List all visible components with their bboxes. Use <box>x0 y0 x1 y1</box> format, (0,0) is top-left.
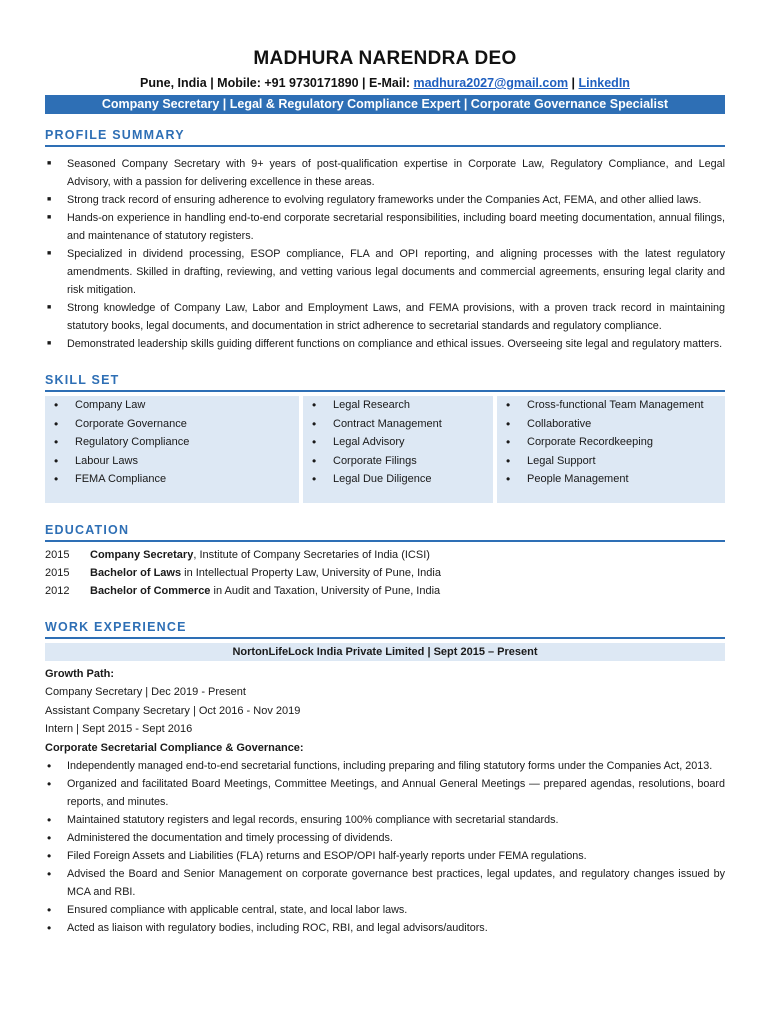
linkedin-link[interactable]: LinkedIn <box>578 76 630 90</box>
skill-item: • FEMA Compliance <box>45 470 299 489</box>
headline-banner: Company Secretary | Legal & Regulatory Compliance Expert | Corporate Governance Specialist <box>45 95 725 114</box>
list-item: • Maintained statutory registers and legal records, ensuring 100% compliance with secretarial standards. <box>45 811 725 829</box>
company-bar: NortonLifeLock India Private Limited | Sept 2015 – Present <box>45 643 725 661</box>
list-item: ■ Hands-on experience in handling end-to-end corporate secretarial responsibilities, including board meeting documentation, annual filings, and maintenance of statutory registers. <box>45 209 725 245</box>
list-item: • Acted as liaison with regulatory bodies, including ROC, RBI, and legal advisors/auditors. <box>45 919 725 937</box>
education-year: 2015 <box>45 566 70 579</box>
skill-item: • Corporate Recordkeeping <box>497 433 725 452</box>
list-item: • Filed Foreign Assets and Liabilities (FLA) returns and ESOP/OPI half-yearly reports under FEMA regulations. <box>45 847 725 865</box>
education-detail: , Institute of Company Secretaries of India (ICSI) <box>193 548 430 561</box>
contact-details: Pune, India | Mobile: +91 9730171890 | E-Mail: <box>140 76 414 90</box>
education-row <box>45 564 725 582</box>
skills-grid <box>45 396 725 503</box>
skill-item: • Corporate Governance <box>45 415 299 434</box>
contact-separator: | <box>568 76 579 90</box>
skill-item: • Corporate Filings <box>303 452 493 471</box>
section-title-skills: SKILL SET <box>45 373 725 392</box>
work-list <box>45 757 725 937</box>
skill-item: • Contract Management <box>303 415 493 434</box>
skill-item: • Regulatory Compliance <box>45 433 299 452</box>
education-list <box>45 546 725 600</box>
skills-column-1 <box>45 396 299 503</box>
list-item: • Ensured compliance with applicable central, state, and local labor laws. <box>45 901 725 919</box>
education-degree: Bachelor of Laws <box>90 566 182 579</box>
list-item: ■ Strong track record of ensuring adherence to evolving regulatory frameworks under the Companies Act, FEMA, and other allied laws. <box>45 191 725 209</box>
education-detail: in Intellectual Property Law, University of Pune, India <box>181 566 441 579</box>
skill-item: • Legal Support <box>497 452 725 471</box>
skill-item: • Legal Due Diligence <box>303 470 493 489</box>
education-detail: in Audit and Taxation, University of Pune, India <box>210 584 441 597</box>
skill-item: • Collaborative <box>497 415 725 434</box>
skill-item: • Legal Advisory <box>303 433 493 452</box>
growth-item: Assistant Company Secretary | Oct 2016 - Nov 2019 <box>45 704 301 717</box>
education-degree: Company Secretary <box>90 548 194 561</box>
list-item: ■ Strong knowledge of Company Law, Labor and Employment Laws, and FEMA provisions, with a proven track record in maintaining statutory books, legal documents, and documentation in strict adherence to secretarial standards and regulatory compliance. <box>45 299 725 335</box>
skill-item: • Legal Research <box>303 396 493 415</box>
section-title-education: EDUCATION <box>45 523 725 542</box>
skill-item: • Company Law <box>45 396 299 415</box>
skills-column-2 <box>303 396 493 503</box>
education-year: 2012 <box>45 584 70 597</box>
growth-item: Intern | Sept 2015 - Sept 2016 <box>45 723 193 735</box>
candidate-name: MADHURA NARENDRA DEO <box>253 48 517 69</box>
email-link[interactable]: madhura2027@gmail.com <box>413 76 569 90</box>
education-row <box>45 546 725 564</box>
resume-page <box>45 0 725 937</box>
skill-item: • Labour Laws <box>45 452 299 471</box>
education-degree: Bachelor of Commerce <box>90 584 211 597</box>
section-title-work: WORK EXPERIENCE <box>45 620 725 639</box>
skill-item: • Cross-functional Team Management <box>497 396 725 415</box>
skill-item: • People Management <box>497 470 725 489</box>
list-item: • Organized and facilitated Board Meetings, Committee Meetings, and Annual General Meetings — prepared agendas, resolutions, board reports, and minutes. <box>45 775 725 811</box>
list-item: ■ Seasoned Company Secretary with 9+ years of post-qualification expertise in Corporate Law, Regulatory Compliance, and Legal Advisory, with a passion for delivering excellence in these areas. <box>45 155 725 191</box>
list-item: • Advised the Board and Senior Management on corporate governance best practices, legal updates, and regulatory changes issued by MCA and RBI. <box>45 865 725 901</box>
list-item: • Administered the documentation and timely processing of dividends. <box>45 829 725 847</box>
contact-line <box>45 76 725 90</box>
skills-column-3 <box>497 396 725 503</box>
list-item: ■ Specialized in dividend processing, ESOP compliance, FLA and OPI reporting, and aligning processes with the latest regulatory amendments. Skilled in drafting, reviewing, and vetting various legal documents and commercial agreements, ensuring legal clarity and risk mitigation. <box>45 245 725 299</box>
list-item: • Independently managed end-to-end secretarial functions, including preparing and filing statutory forms under the Companies Act, 2013. <box>45 757 725 775</box>
list-item: ■ Demonstrated leadership skills guiding different functions on compliance and ethical issues. Overseeing site legal and regulatory matters. <box>45 335 725 353</box>
section-title-profile: PROFILE SUMMARY <box>45 128 725 147</box>
growth-item: Company Secretary | Dec 2019 - Present <box>45 686 246 698</box>
education-row <box>45 582 725 600</box>
subsection-title: Corporate Secretarial Compliance & Governance: <box>45 741 304 754</box>
profile-list <box>45 155 725 353</box>
education-year: 2015 <box>45 548 70 561</box>
growth-path-title: Growth Path: <box>45 667 115 680</box>
